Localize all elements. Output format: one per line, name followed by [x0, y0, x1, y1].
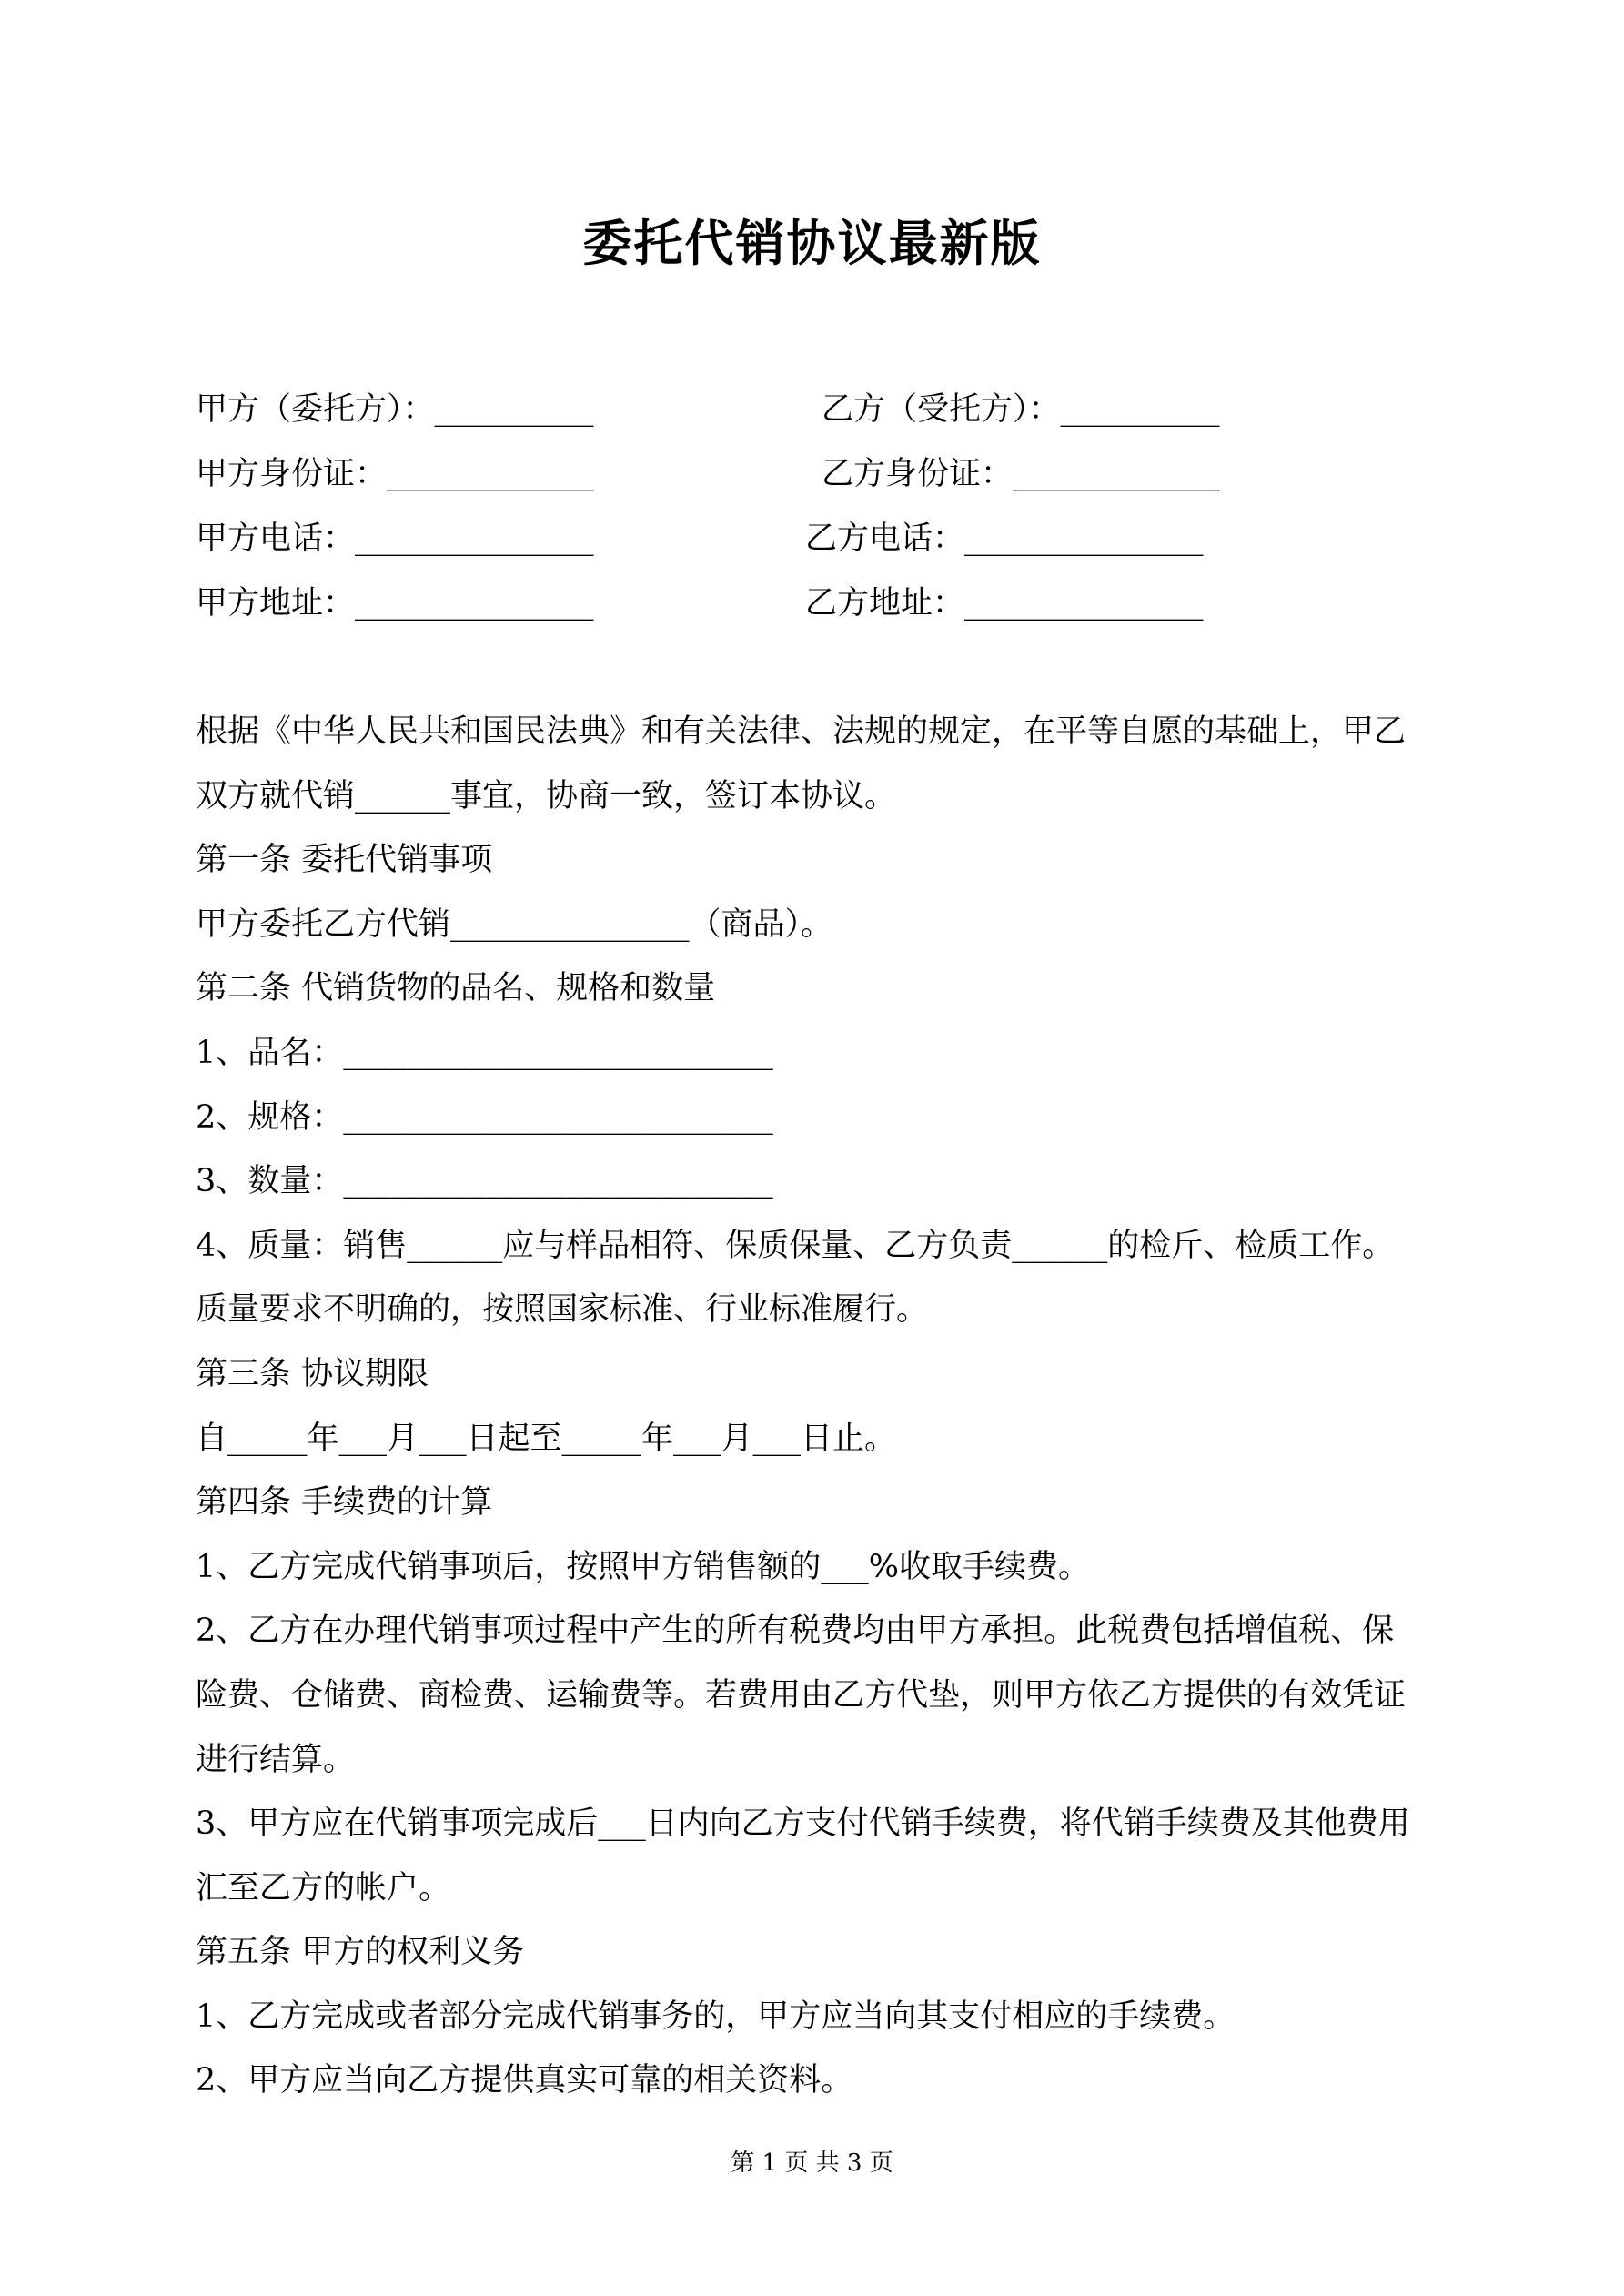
party-a-phone-field: 甲方电话：_______________	[196, 521, 594, 557]
body-line: 第五条 甲方的权利义务	[196, 1934, 525, 1971]
body-line: 第三条 协议期限	[196, 1355, 429, 1392]
body-line: 质量要求不明确的，按照国家标准、行业标准履行。	[196, 1291, 929, 1329]
body-line: 第四条 手续费的计算	[196, 1484, 493, 1522]
party-a-name-field: 甲方（委托方）：__________	[196, 391, 594, 428]
body-line: 自_____年___月___日起至_____年___月___日止。	[196, 1420, 897, 1457]
body-line: 根据《中华人民共和国民法典》和有关法律、法规的规定，在平等自愿的基础上，甲乙	[196, 713, 1407, 750]
body-line: 双方就代销______事宜，协商一致，签订本协议。	[196, 777, 897, 814]
party-b-name-field: 乙方（受托方）：__________	[822, 391, 1220, 428]
body-line: 甲方委托乙方代销_______________（商品）。	[196, 905, 833, 943]
body-line: 1、乙方完成或者部分完成代销事务的，甲方应当向其支付相应的手续费。	[196, 1998, 1236, 2035]
party-a-address-field: 甲方地址：_______________	[196, 585, 594, 622]
body-line: 第一条 委托代销事项	[196, 842, 493, 879]
body-line: 3、甲方应在代销事项完成后___日内向乙方支付代销手续费，将代销手续费及其他费用	[196, 1805, 1410, 1843]
agreement-body	[196, 713, 1451, 2127]
body-line: 1、品名：___________________________	[196, 1034, 773, 1071]
body-line: 1、乙方完成代销事项后，按照甲方销售额的___%收取手续费。	[196, 1548, 1091, 1585]
body-line: 3、数量：___________________________	[196, 1163, 773, 1200]
body-line: 汇至乙方的帐户。	[196, 1869, 451, 1907]
page-footer: 第 1 页 共 3 页	[731, 2149, 893, 2177]
body-line: 2、规格：___________________________	[196, 1098, 773, 1136]
party-b-id-field: 乙方身份证：_____________	[822, 456, 1220, 492]
body-line: 险费、仓储费、商检费、运输费等。若费用由乙方代垫，则甲方依乙方提供的有效凭证	[196, 1676, 1407, 1714]
party-b-phone-field: 乙方电话：_______________	[805, 521, 1204, 557]
body-line: 4、质量：销售______应与样品相符、保质保量、乙方负责______的检斤、检质工作。	[196, 1227, 1395, 1264]
body-line: 第二条 代销货物的品名、规格和数量	[196, 970, 716, 1007]
body-line: 2、乙方在办理代销事项过程中产生的所有税费均由甲方承担。此税费包括增值税、保	[196, 1613, 1395, 1650]
document-title: 委托代销协议最新版	[582, 214, 1042, 272]
party-a-id-field: 甲方身份证：_____________	[196, 456, 594, 492]
party-b-address-field: 乙方地址：_______________	[805, 585, 1204, 622]
body-line: 进行结算。	[196, 1741, 356, 1778]
body-line: 2、甲方应当向乙方提供真实可靠的相关资料。	[196, 2062, 853, 2099]
